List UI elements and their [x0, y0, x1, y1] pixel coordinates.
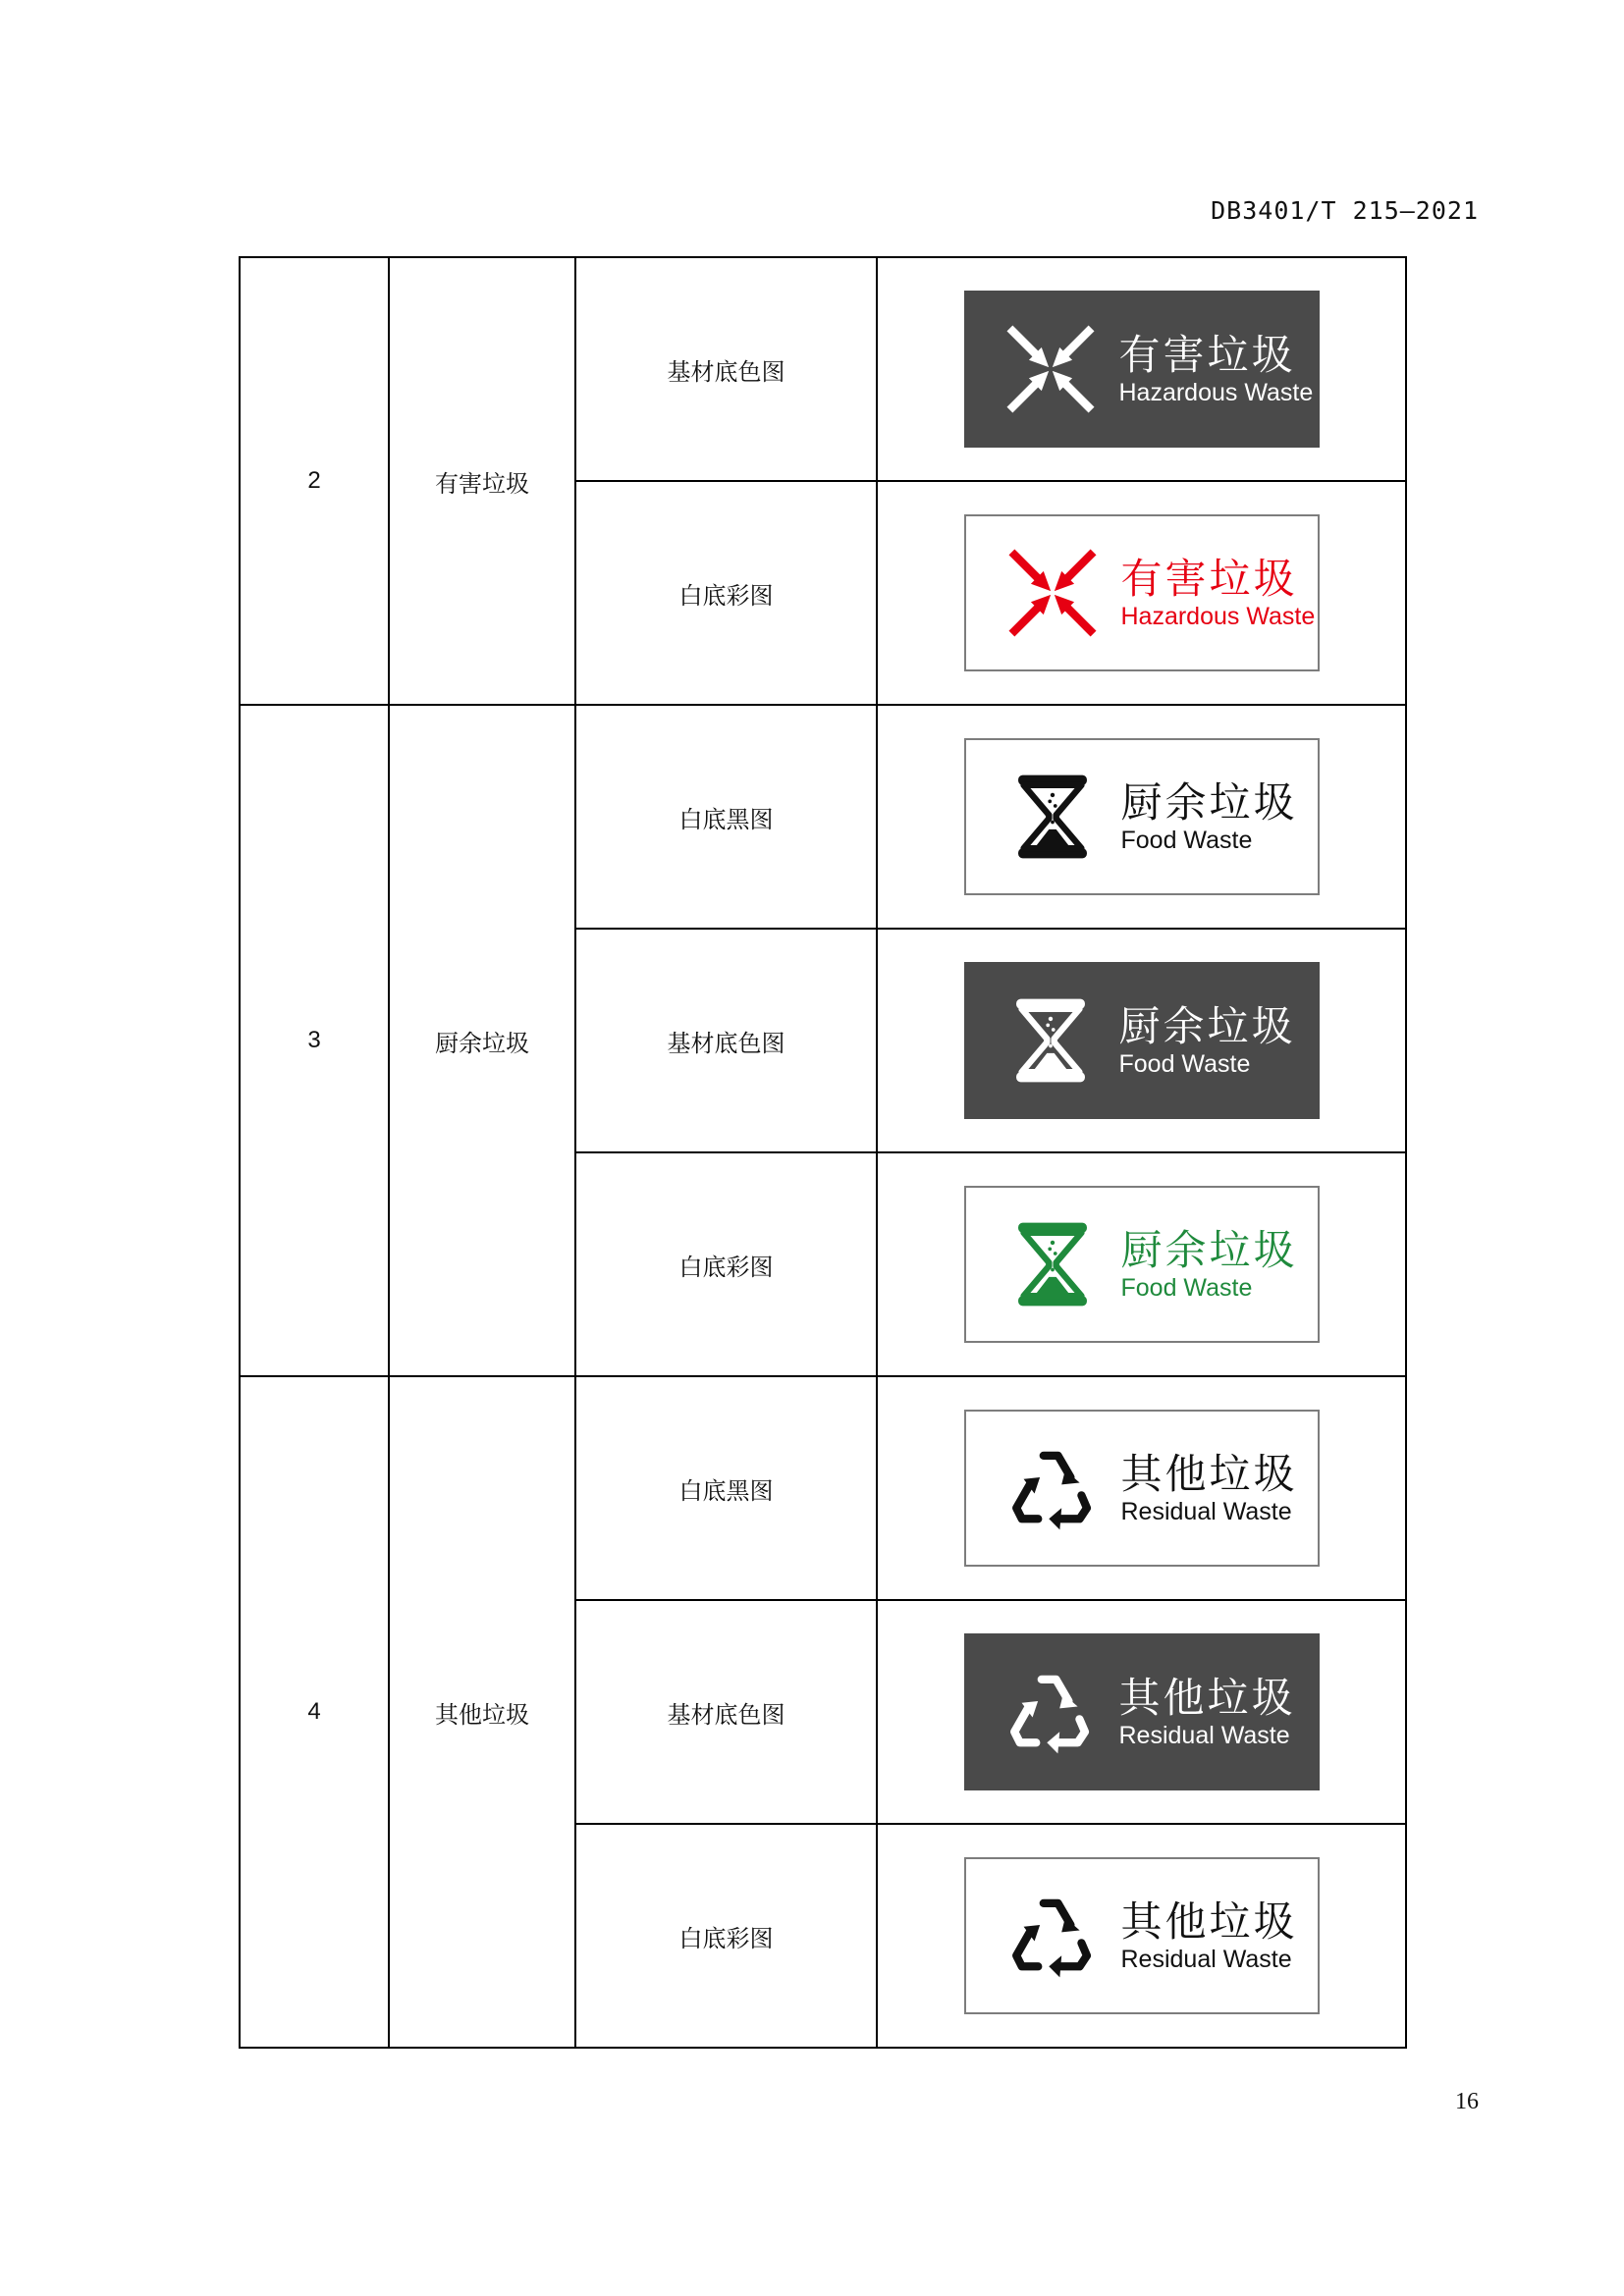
sign-cell [877, 1376, 1406, 1600]
sign-english-label: Food Waste [1120, 1274, 1253, 1302]
sign-chinese-label: 其他垃圾 [1120, 1450, 1298, 1498]
sign-chinese-label: 其他垃圾 [1118, 1674, 1296, 1722]
hazardous-arrows-icon [1007, 548, 1098, 638]
sign-variant-label: 基材底色图 [575, 1600, 877, 1824]
sign-cell [877, 929, 1406, 1152]
sign-chinese-label: 厨余垃圾 [1120, 778, 1298, 827]
sign-cell [877, 1824, 1406, 2048]
table-row [240, 1376, 1406, 1600]
recycle-triangle-icon [1007, 1443, 1098, 1533]
sign-variant-label: 白底黑图 [575, 1376, 877, 1600]
waste-sign [964, 1186, 1320, 1343]
hourglass-icon [1007, 1219, 1098, 1309]
hourglass-icon [1005, 995, 1096, 1086]
waste-sign [964, 291, 1320, 448]
sign-english-label: Residual Waste [1118, 1722, 1290, 1749]
table-row [240, 257, 1406, 481]
sign-variant-label: 白底黑图 [575, 705, 877, 929]
sign-english-label: Hazardous Waste [1120, 603, 1316, 630]
category-name: 其他垃圾 [389, 1376, 575, 2048]
waste-sign [964, 1857, 1320, 2014]
recycle-triangle-icon [1005, 1667, 1096, 1757]
sign-chinese-label: 有害垃圾 [1118, 331, 1296, 379]
sign-cell [877, 257, 1406, 481]
sign-cell [877, 705, 1406, 929]
waste-sign [964, 1410, 1320, 1567]
hazardous-arrows-icon [1005, 324, 1096, 414]
sign-variant-label: 白底彩图 [575, 1152, 877, 1376]
sign-variant-label: 基材底色图 [575, 257, 877, 481]
sign-chinese-label: 厨余垃圾 [1120, 1226, 1298, 1274]
waste-sign [964, 738, 1320, 895]
waste-sign [964, 1633, 1320, 1790]
sign-english-label: Residual Waste [1120, 1498, 1292, 1525]
sign-cell [877, 1152, 1406, 1376]
recycle-triangle-icon [1007, 1891, 1098, 1981]
page-number: 16 [1455, 2089, 1479, 2114]
sign-english-label: Food Waste [1120, 827, 1253, 854]
sign-variant-label: 白底彩图 [575, 1824, 877, 2048]
hourglass-icon [1007, 772, 1098, 862]
sign-english-label: Residual Waste [1120, 1946, 1292, 1973]
category-number: 2 [240, 257, 389, 705]
waste-sign [964, 962, 1320, 1119]
sign-chinese-label: 其他垃圾 [1120, 1897, 1298, 1946]
sign-cell [877, 1600, 1406, 1824]
category-name: 厨余垃圾 [389, 705, 575, 1376]
table-row [240, 705, 1406, 929]
sign-chinese-label: 厨余垃圾 [1118, 1002, 1296, 1050]
sign-english-label: Food Waste [1118, 1050, 1251, 1078]
standard-code: DB3401/T 215—2021 [1211, 196, 1479, 225]
waste-sign [964, 514, 1320, 671]
category-name: 有害垃圾 [389, 257, 575, 705]
category-number: 3 [240, 705, 389, 1376]
waste-sign-table [239, 256, 1407, 2049]
category-number: 4 [240, 1376, 389, 2048]
sign-english-label: Hazardous Waste [1118, 379, 1314, 406]
sign-chinese-label: 有害垃圾 [1120, 555, 1298, 603]
sign-variant-label: 基材底色图 [575, 929, 877, 1152]
sign-variant-label: 白底彩图 [575, 481, 877, 705]
sign-cell [877, 481, 1406, 705]
